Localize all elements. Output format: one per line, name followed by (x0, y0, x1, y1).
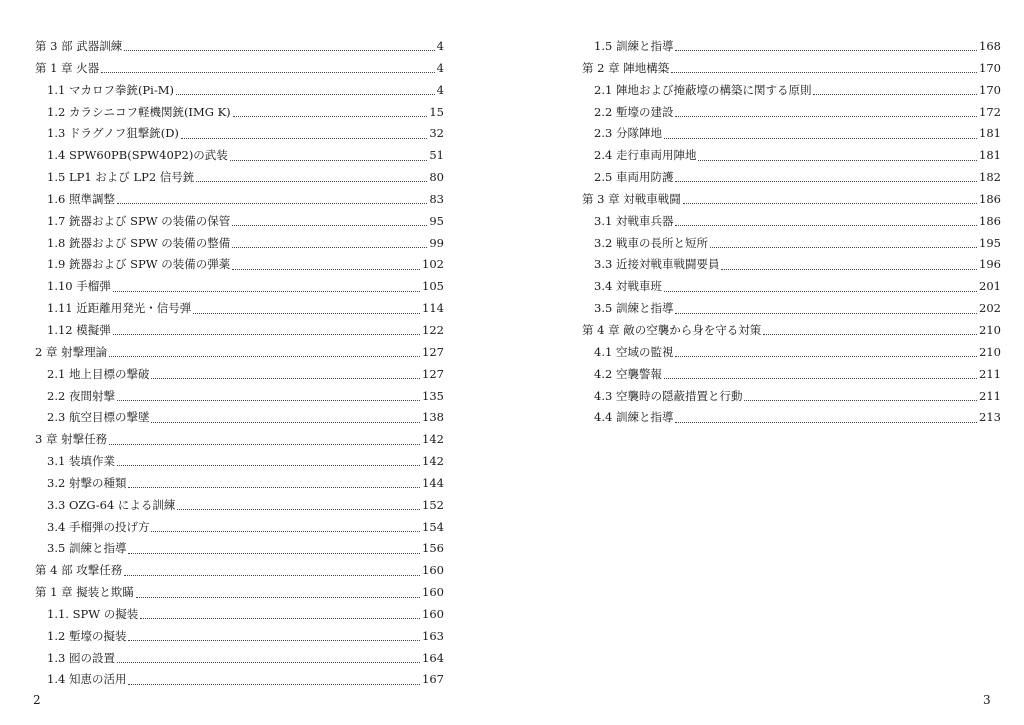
dot-leader (181, 138, 427, 139)
dot-leader (675, 181, 977, 182)
toc-entry-page: 105 (422, 279, 444, 294)
dot-leader (196, 181, 427, 182)
dot-leader (128, 684, 420, 685)
toc-entry-page: 142 (422, 454, 444, 469)
toc-entry-title: 1.2 塹壕の擬装 (47, 628, 127, 643)
toc-entry (582, 102, 1001, 124)
dot-leader (763, 334, 977, 335)
toc-entry (35, 429, 444, 451)
toc-entry-page: 210 (979, 344, 1001, 359)
toc-entry-page: 170 (979, 60, 1001, 75)
toc-entry-title: 3.5 訓練と指導 (47, 541, 127, 556)
toc-entry-title: 第 4 章 敵の空襲から身を守る対策 (582, 322, 762, 337)
toc-entry-page: 186 (979, 191, 1001, 206)
dot-leader (675, 116, 977, 117)
toc-entry-title: 4.2 空襲警報 (594, 366, 662, 381)
toc-entry-page: 213 (979, 410, 1001, 425)
toc-entry-page: 4 (436, 60, 444, 75)
dot-leader (664, 378, 977, 379)
dot-leader (117, 465, 420, 466)
dot-leader (675, 313, 977, 314)
toc-entry-page: 164 (422, 650, 444, 665)
dot-leader (151, 378, 420, 379)
toc-entry-title: 1.6 照準調整 (47, 191, 115, 206)
toc-entry-title: 1.1 マカロフ拳銃(Pi-M) (47, 82, 174, 97)
toc-entry (35, 669, 444, 691)
toc-entry-page: 95 (429, 213, 444, 228)
toc-entry-page: 15 (429, 104, 444, 119)
toc-entry-title: 3.4 対戦車班 (594, 279, 662, 294)
toc-entry (582, 233, 1001, 255)
toc-entry (582, 36, 1001, 58)
toc-entry-title: 3.3 OZG-64 による訓練 (47, 497, 176, 512)
toc-entry-page: 211 (979, 388, 1001, 403)
toc-entry-title: 1.2 カラシニコフ軽機関銃(IMG K) (47, 104, 231, 119)
dot-leader (675, 50, 977, 51)
toc-entry (582, 320, 1001, 342)
dot-leader (113, 291, 420, 292)
toc-entry-title: 2.2 夜間射撃 (47, 388, 115, 403)
toc-entry-title: 第 3 章 対戦車戦闘 (582, 191, 681, 206)
dot-leader (675, 356, 977, 357)
dot-leader (177, 509, 420, 510)
toc-entry (35, 102, 444, 124)
toc-entry-page: 51 (429, 148, 444, 163)
toc-entry-title: 3.1 対戦車兵器 (594, 213, 674, 228)
toc-entry-title: 第 4 部 攻撃任務 (35, 563, 123, 578)
toc-list-right (582, 36, 1001, 429)
toc-entry-title: 3.2 戦車の長所と短所 (594, 235, 708, 250)
toc-entry-page: 142 (422, 432, 444, 447)
toc-entry-page: 135 (422, 388, 444, 403)
toc-entry (35, 145, 444, 167)
toc-entry-page: 168 (979, 39, 1001, 53)
toc-entry (35, 582, 444, 604)
toc-entry (35, 495, 444, 517)
toc-entry (582, 386, 1001, 408)
toc-entry-title: 第 1 章 擬装と欺瞞 (35, 585, 134, 600)
dot-leader (136, 597, 420, 598)
dot-leader (698, 160, 977, 161)
toc-entry-title: 2.3 航空目標の撃墜 (47, 410, 150, 425)
dot-leader (113, 334, 420, 335)
toc-entry-page: 144 (422, 475, 444, 490)
toc-entry (35, 123, 444, 145)
toc-entry-page: 170 (979, 82, 1001, 97)
toc-entry-page: 127 (422, 366, 444, 381)
toc-entry-title: 1.8 銃器および SPW の装備の整備 (47, 235, 231, 250)
toc-list-left (35, 36, 444, 691)
dot-leader (128, 640, 420, 641)
dot-leader (232, 225, 427, 226)
toc-entry-page: 160 (422, 563, 444, 578)
toc-entry-page: 196 (979, 257, 1001, 272)
dot-leader (675, 422, 977, 423)
toc-entry (35, 211, 444, 233)
toc-entry-page: 127 (422, 344, 444, 359)
toc-entry-page: 154 (422, 519, 444, 534)
dot-leader (721, 269, 977, 270)
toc-entry (35, 254, 444, 276)
toc-entry-page: 4 (436, 82, 444, 97)
toc-entry-title: 2.2 塹壕の建設 (594, 104, 674, 119)
toc-entry-page: 4 (436, 39, 444, 53)
toc-entry-title: 第 2 章 陣地構築 (582, 60, 670, 75)
toc-entry (582, 189, 1001, 211)
toc-entry-title: 1.1. SPW の擬装 (47, 606, 139, 621)
toc-entry (35, 36, 444, 58)
toc-entry (35, 407, 444, 429)
toc-entry-title: 3.4 手榴弾の投げ方 (47, 519, 150, 534)
toc-entry-page: 152 (422, 497, 444, 512)
toc-entry (35, 386, 444, 408)
toc-entry-page: 167 (422, 672, 444, 687)
toc-entry (35, 276, 444, 298)
toc-entry-title: 1.10 手榴弾 (47, 279, 111, 294)
dot-leader (744, 400, 977, 401)
toc-entry (582, 80, 1001, 102)
toc-entry-title: 1.4 SPW60PB(SPW40P2)の武装 (47, 148, 228, 163)
dot-leader (710, 247, 977, 248)
toc-entry (35, 342, 444, 364)
toc-entry-title: 2.3 分隊陣地 (594, 126, 662, 141)
toc-entry-title: 3.2 射撃の種類 (47, 475, 127, 490)
toc-entry-title: 1.4 知恵の活用 (47, 672, 127, 687)
dot-leader (664, 138, 977, 139)
toc-entry (35, 648, 444, 670)
toc-entry (35, 626, 444, 648)
toc-entry-title: 3.1 装填作業 (47, 454, 115, 469)
dot-leader (230, 160, 428, 161)
toc-entry (582, 298, 1001, 320)
toc-entry-page: 114 (422, 301, 444, 316)
toc-entry-title: 3.3 近接対戦車戦闘要員 (594, 257, 720, 272)
right-page (512, 0, 1024, 725)
dot-leader (675, 225, 977, 226)
dot-leader (233, 116, 428, 117)
toc-entry-title: 2.1 地上目標の撃破 (47, 366, 150, 381)
toc-entry-title: 第 1 章 火器 (35, 60, 100, 75)
toc-entry (35, 451, 444, 473)
toc-entry-title: 1.3 囮の設置 (47, 650, 115, 665)
toc-entry-page: 195 (979, 235, 1001, 250)
toc-entry (582, 167, 1001, 189)
dot-leader (151, 422, 420, 423)
dot-leader (117, 203, 427, 204)
toc-entry-page: 122 (422, 322, 444, 337)
toc-entry (35, 604, 444, 626)
toc-entry (582, 342, 1001, 364)
toc-entry (35, 58, 444, 80)
toc-entry-page: 160 (422, 606, 444, 621)
toc-entry (35, 538, 444, 560)
toc-entry (35, 80, 444, 102)
toc-entry (35, 298, 444, 320)
toc-entry-title: 1.5 LP1 および LP2 信号銃 (47, 170, 195, 185)
toc-entry-title: 3 章 射撃任務 (35, 432, 108, 447)
toc-entry (35, 167, 444, 189)
toc-entry-page: 163 (422, 628, 444, 643)
toc-entry (35, 473, 444, 495)
toc-entry-title: 2.4 走行車両用陣地 (594, 148, 697, 163)
toc-entry-title: 4.3 空襲時の隠蔽措置と行動 (594, 388, 743, 403)
dot-leader (128, 553, 420, 554)
toc-entry-title: 4.1 空域の監視 (594, 344, 674, 359)
toc-entry (582, 58, 1001, 80)
toc-entry (582, 364, 1001, 386)
toc-entry-title: 1.5 訓練と指導 (594, 39, 674, 53)
dot-leader (151, 531, 420, 532)
dot-leader (124, 575, 420, 576)
toc-entry-title: 1.3 ドラグノフ狙撃銃(D) (47, 126, 179, 141)
dot-leader (664, 291, 977, 292)
toc-entry (35, 364, 444, 386)
toc-entry (582, 254, 1001, 276)
toc-entry-page: 32 (429, 126, 444, 141)
dot-leader (117, 662, 420, 663)
toc-entry-page: 80 (429, 170, 444, 185)
toc-entry (35, 320, 444, 342)
dot-leader (109, 444, 420, 445)
toc-entry-title: 2.5 車両用防護 (594, 170, 674, 185)
toc-entry-title: 第 3 部 武器訓練 (35, 39, 123, 53)
toc-entry-page: 202 (979, 301, 1001, 316)
toc-entry-page: 211 (979, 366, 1001, 381)
toc-entry-title: 2 章 射撃理論 (35, 344, 108, 359)
toc-entry (35, 233, 444, 255)
toc-entry-page: 99 (429, 235, 444, 250)
dot-leader (140, 618, 420, 619)
page-number-right: 3 (983, 693, 991, 707)
dot-leader (813, 94, 977, 95)
dot-leader (671, 72, 977, 73)
toc-entry-page: 186 (979, 213, 1001, 228)
toc-entry-page: 83 (429, 191, 444, 206)
dot-leader (176, 94, 435, 95)
toc-entry (35, 189, 444, 211)
toc-entry-title: 4.4 訓練と指導 (594, 410, 674, 425)
dot-leader (124, 50, 434, 51)
dot-leader (232, 269, 420, 270)
toc-entry (582, 276, 1001, 298)
toc-entry-title: 1.7 銃器および SPW の装備の保管 (47, 213, 231, 228)
dot-leader (109, 356, 420, 357)
toc-entry (35, 517, 444, 539)
toc-entry-page: 138 (422, 410, 444, 425)
dot-leader (232, 247, 427, 248)
page-number-left: 2 (33, 693, 41, 707)
dot-leader (117, 400, 420, 401)
toc-entry-title: 1.12 模擬弾 (47, 322, 111, 337)
toc-entry-page: 210 (979, 322, 1001, 337)
toc-entry-page: 102 (422, 257, 444, 272)
toc-entry-page: 156 (422, 541, 444, 556)
toc-entry-page: 172 (979, 104, 1001, 119)
dot-leader (101, 72, 434, 73)
toc-entry-page: 182 (979, 170, 1001, 185)
toc-entry (35, 560, 444, 582)
toc-entry (582, 211, 1001, 233)
toc-entry-page: 201 (979, 279, 1001, 294)
dot-leader (683, 203, 977, 204)
toc-entry-page: 181 (979, 148, 1001, 163)
toc-entry-title: 1.11 近距離用発光・信号弾 (47, 301, 192, 316)
toc-entry-page: 181 (979, 126, 1001, 141)
toc-entry (582, 145, 1001, 167)
toc-entry-title: 3.5 訓練と指導 (594, 301, 674, 316)
toc-entry-title: 1.9 銃器および SPW の装備の弾薬 (47, 257, 231, 272)
toc-entry-title: 2.1 陣地および掩蔽壕の構築に関する原則 (594, 82, 812, 97)
dot-leader (193, 313, 420, 314)
toc-entry (582, 123, 1001, 145)
toc-entry (582, 407, 1001, 429)
toc-entry-page: 160 (422, 585, 444, 600)
dot-leader (128, 487, 420, 488)
